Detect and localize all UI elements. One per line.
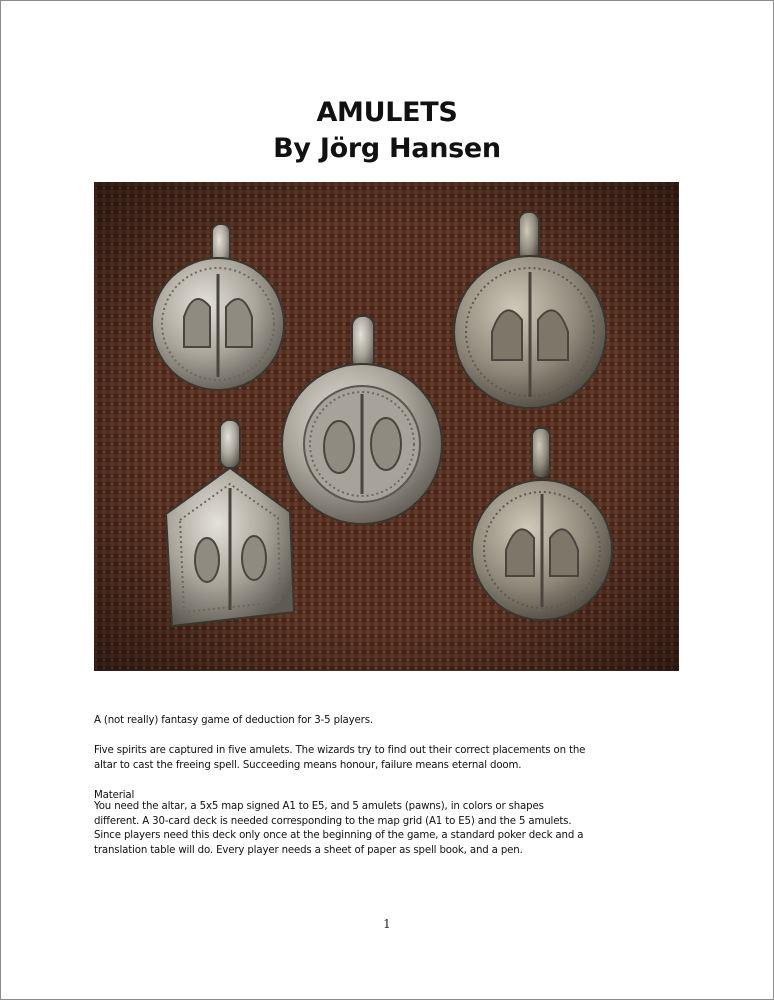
material-line-3: Since players need this deck only once at the beginning of the game, a standard poker deck and a <box>94 830 584 841</box>
spirits-paragraph <box>94 744 694 773</box>
material-paragraph <box>94 800 694 858</box>
spirits-line-2: altar to cast the freeing spell. Succeeding means honour, failure means eternal doom. <box>94 759 522 771</box>
material-line-1: You need the altar, a 5x5 map signed A1 to E5, and 5 amulets (pawns), in colors or shapes <box>94 801 544 812</box>
amulets-photo <box>94 182 679 671</box>
material-heading: Material <box>94 790 135 801</box>
page-number: 1 <box>383 917 391 931</box>
material-line-4: translation table will do. Every player needs a sheet of paper as spell book, and a pen. <box>94 844 523 856</box>
material-line-2: different. A 30-card deck is needed corresponding to the map grid (A1 to E5) and the 5 amulets. <box>94 815 572 827</box>
intro-line: A (not really) fantasy game of deduction for 3-5 players. <box>94 715 373 726</box>
document-author: By Jörg Hansen <box>273 133 501 164</box>
spirits-line-1: Five spirits are captured in five amulets. The wizards try to find out their correct placements on the <box>94 745 586 756</box>
document-title: AMULETS <box>316 97 458 128</box>
